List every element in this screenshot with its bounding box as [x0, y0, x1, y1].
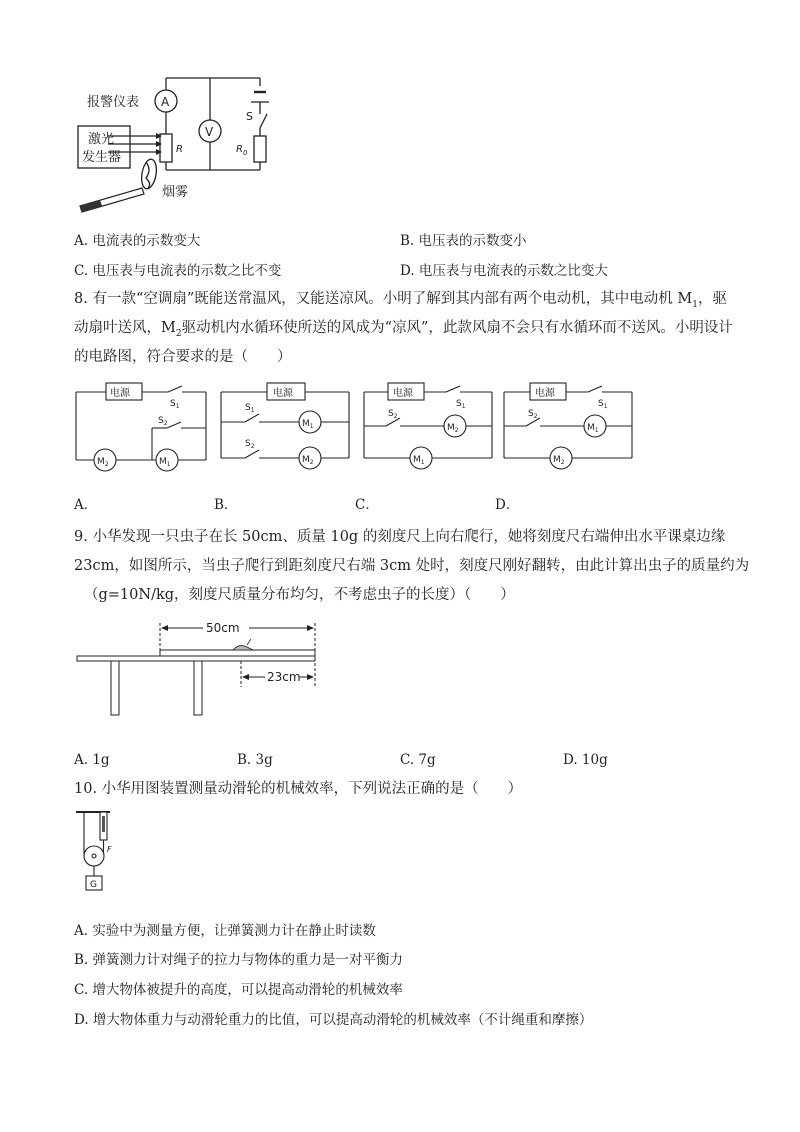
- q7-circuit-figure: [70, 70, 310, 220]
- svg-text:M1: $M_1$: [587, 423, 599, 434]
- svg-text:M2: $M_2$: [447, 423, 459, 434]
- laser-label-1: 激光: [88, 132, 115, 147]
- svg-text:M2: $M_2$: [553, 455, 565, 466]
- q10-option-c[interactable]: C. 增大物体被提升的高度，可以提高动滑轮的机械效率: [74, 982, 403, 998]
- q7-option-c[interactable]: C. 电压表与电流表的示数之比不变: [74, 263, 282, 279]
- q8-circuit-a: [72, 378, 212, 473]
- q10-option-b[interactable]: B. 弹簧测力计对绳子的拉力与物体的重力是一对平衡力: [74, 952, 404, 968]
- svg-text:M2: $M_2$: [302, 455, 314, 466]
- svg-text:M1: $M_1$: [159, 457, 171, 468]
- dim-50cm-label: 50cm: [206, 621, 240, 635]
- q9-stem-line1: 9. 小华发现一只虫子在长 50cm、质量 10g 的刻度尺上向右爬行，她将刻度尺右端伸出水平课桌边缘: [74, 529, 726, 545]
- svg-text:S1: $S_1$: [598, 399, 608, 410]
- ammeter-label: A: [161, 95, 170, 109]
- bug-icon: [233, 646, 253, 650]
- q9-option-b[interactable]: B. 3g: [237, 752, 273, 768]
- q9-option-a[interactable]: A. 1g: [74, 752, 110, 768]
- q8-circuit-c: [358, 378, 498, 473]
- svg-text:S2: $S_2$: [388, 409, 398, 420]
- svg-text:电源: 电源: [273, 388, 293, 399]
- resistor-r-label: R: [176, 144, 183, 155]
- svg-text:电源: 电源: [393, 388, 413, 399]
- svg-text:M2: $M_2$: [97, 457, 109, 468]
- q8-option-d[interactable]: D．: [495, 497, 520, 513]
- svg-text:S2: $S_2$: [158, 416, 168, 427]
- q10-option-d[interactable]: D. 增大物体重力与动滑轮重力的比值，可以提高动滑轮的机械效率（不计绳重和摩擦）: [74, 1012, 593, 1028]
- svg-text:S2: $S_2$: [245, 439, 255, 450]
- cigarette-icon: [80, 188, 144, 212]
- svg-text:S1: $S_1$: [170, 399, 180, 410]
- q10-stem: 10. 小华用图装置测量动滑轮的机械效率，下列说法正确的是（ ）: [74, 781, 523, 797]
- q7-option-a[interactable]: A. 电流表的示数变大: [74, 233, 201, 249]
- q10-pulley-figure: [74, 808, 118, 894]
- resistor-r0-label: $R_0$: [236, 144, 248, 157]
- switch-label: S: [246, 110, 253, 123]
- svg-text:S1: $S_1$: [456, 399, 466, 410]
- q8-option-b[interactable]: B．: [214, 497, 238, 513]
- q8-circuit-b: [215, 378, 355, 473]
- q10-option-a[interactable]: A. 实验中为测量方便，让弹簧测力计在静止时读数: [74, 923, 376, 939]
- q9-stem-line2: 23cm，如图所示，当虫子爬行到距刻度尺右端 3cm 处时，刻度尺刚好翻转，由此计算出虫子的质量约为: [74, 558, 750, 574]
- q7-option-d[interactable]: D. 电压表与电流表的示数之比变大: [400, 263, 608, 279]
- q8-stem-line2: 动扇叶送风，$M_2$驱动机内水循环使所送的风成为“凉风”，此款风扇不会只有水循环而不送风。小明设计: [74, 320, 733, 339]
- q8-option-c[interactable]: C．: [355, 497, 379, 513]
- q7-option-b[interactable]: B. 电压表的示数变小: [400, 233, 527, 249]
- alarm-label: 报警仪表: [87, 95, 140, 110]
- f-label: F: [107, 845, 112, 854]
- smoke-label: 烟雾: [162, 185, 189, 200]
- svg-text:S2: $S_2$: [528, 409, 538, 420]
- voltmeter-label: V: [205, 125, 214, 139]
- q9-option-c[interactable]: C. 7g: [400, 752, 436, 768]
- q8-option-a[interactable]: A．: [74, 497, 98, 513]
- svg-text:电源: 电源: [535, 388, 555, 399]
- q9-stem-line3: （g=10N/kg，刻度尺质量分布均匀，不考虑虫子的长度）（ ）: [84, 587, 515, 603]
- svg-text:电源: 电源: [110, 388, 130, 399]
- dim-23cm-label: 23cm: [267, 670, 301, 684]
- svg-text:M1: $M_1$: [413, 455, 425, 466]
- svg-text:S1: $S_1$: [245, 403, 255, 414]
- q9-option-d[interactable]: D. 10g: [563, 752, 608, 768]
- q8-stem-line3: 的电路图，符合要求的是（ ）: [74, 349, 292, 365]
- q8-circuit-d: [498, 378, 638, 473]
- svg-text:M1: $M_1$: [302, 419, 314, 430]
- q8-stem-line1: 8. 有一款“空调扇”既能送常温风，又能送凉风。小明了解到其内部有两个电动机，其中电动机 $M_1$，驱: [74, 291, 727, 310]
- g-label: G: [90, 880, 97, 890]
- q9-ruler-figure: [75, 615, 325, 725]
- laser-label-2: 发生器: [82, 150, 122, 165]
